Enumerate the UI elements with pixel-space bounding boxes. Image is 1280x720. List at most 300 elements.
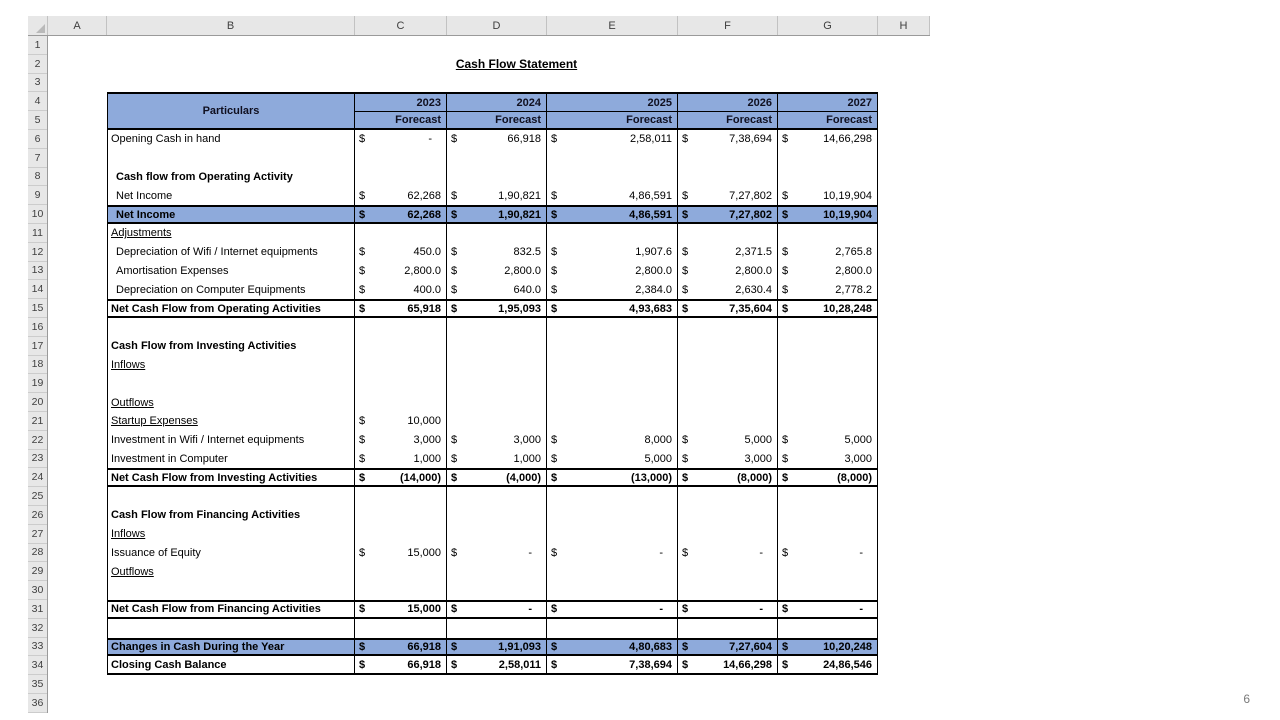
currency-symbol: $ (551, 452, 558, 465)
cell-B29[interactable] (108, 562, 355, 581)
row-header-20[interactable]: 20 (28, 393, 47, 412)
cell-G7[interactable] (778, 149, 878, 168)
col-header-F[interactable]: F (678, 16, 778, 35)
row-header-15[interactable]: 15 (28, 299, 47, 318)
cell-E22[interactable] (547, 431, 678, 450)
cell-B16[interactable] (108, 318, 355, 337)
forecast-header-2027[interactable]: Forecast (826, 113, 872, 126)
row-25 (107, 487, 878, 506)
cell-G12[interactable] (778, 243, 878, 262)
cell-G26[interactable] (778, 506, 878, 525)
cell-value: 2,800.0 (404, 264, 441, 277)
cell-D19[interactable] (447, 374, 547, 393)
currency-symbol: $ (359, 640, 366, 653)
cell-E19[interactable] (547, 374, 678, 393)
row-header-19[interactable]: 19 (28, 374, 47, 393)
particulars-header-cell[interactable] (108, 94, 355, 128)
cell-G32[interactable] (778, 619, 878, 638)
cell-G9[interactable] (778, 186, 878, 205)
cell-F27[interactable] (678, 525, 778, 544)
cell-C12[interactable] (355, 243, 447, 262)
cell-C16[interactable] (355, 318, 447, 337)
row-header-29[interactable]: 29 (28, 562, 47, 581)
cell-E18[interactable] (547, 356, 678, 375)
title-cell[interactable] (355, 55, 678, 74)
cell-F34[interactable] (678, 656, 778, 673)
cell-G15[interactable] (778, 301, 878, 316)
cell-value: 3,000 (744, 452, 772, 465)
row-header-18[interactable]: 18 (28, 356, 47, 375)
cell-F10[interactable] (678, 207, 778, 222)
cell-B21[interactable] (108, 412, 355, 431)
cell-F6[interactable] (678, 130, 778, 149)
cell-F21[interactable] (678, 412, 778, 431)
cell-D26[interactable] (447, 506, 547, 525)
cell-B10[interactable] (108, 207, 355, 222)
currency-symbol: $ (682, 640, 689, 653)
cell-F18[interactable] (678, 356, 778, 375)
cell-F25[interactable] (678, 487, 778, 506)
cell-G31[interactable] (778, 602, 878, 617)
cell-G27[interactable] (778, 525, 878, 544)
cell-D9[interactable] (447, 186, 547, 205)
cell-E28[interactable] (547, 544, 678, 563)
row-header-25[interactable]: 25 (28, 487, 47, 506)
cell-value: 8,000 (644, 434, 672, 447)
cell-C22[interactable] (355, 431, 447, 450)
col-header-B[interactable]: B (107, 16, 355, 35)
cell-C29[interactable] (355, 562, 447, 581)
cell-C8[interactable] (355, 168, 447, 187)
cell-B11[interactable] (108, 224, 355, 243)
cell-G30[interactable] (778, 581, 878, 600)
row-header-30[interactable]: 30 (28, 581, 47, 600)
cell-G20[interactable] (778, 393, 878, 412)
cell-D20[interactable] (447, 393, 547, 412)
col-header-E[interactable]: E (547, 16, 678, 35)
cell-C27[interactable] (355, 525, 447, 544)
cell-C30[interactable] (355, 581, 447, 600)
cell-G18[interactable] (778, 356, 878, 375)
label-text: Outflows (111, 565, 154, 578)
cell-B6[interactable] (108, 130, 355, 149)
cell-C19[interactable] (355, 374, 447, 393)
currency-symbol: $ (782, 452, 789, 465)
cell-B26[interactable] (108, 506, 355, 525)
currency-symbol: $ (782, 302, 789, 315)
cell-C20[interactable] (355, 393, 447, 412)
cell-C14[interactable] (355, 280, 447, 299)
cell-C28[interactable] (355, 544, 447, 563)
row-header-35[interactable]: 35 (28, 675, 47, 694)
row-22 (107, 431, 878, 450)
col-header-H[interactable]: H (878, 16, 930, 35)
cell-D34[interactable] (447, 656, 547, 673)
cell-E9[interactable] (547, 186, 678, 205)
row-header-12[interactable]: 12 (28, 243, 47, 262)
cell-B33[interactable] (108, 640, 355, 655)
cell-G8[interactable] (778, 168, 878, 187)
row-header-7[interactable]: 7 (28, 149, 47, 168)
currency-symbol: $ (551, 246, 558, 259)
cell-value: 7,27,802 (729, 208, 772, 221)
cell-B20[interactable] (108, 393, 355, 412)
row-header-10[interactable]: 10 (28, 205, 47, 224)
cell-E17[interactable] (547, 337, 678, 356)
cell-F14[interactable] (678, 280, 778, 299)
cell-F12[interactable] (678, 243, 778, 262)
cell-F16[interactable] (678, 318, 778, 337)
cell-F23[interactable] (678, 450, 778, 469)
cell-value: 3,000 (513, 434, 541, 447)
currency-symbol: $ (359, 658, 366, 671)
cell-B28[interactable] (108, 544, 355, 563)
cell-G17[interactable] (778, 337, 878, 356)
cell-D24[interactable] (447, 470, 547, 485)
cell-G19[interactable] (778, 374, 878, 393)
cell-B8[interactable] (108, 168, 355, 187)
cell-D25[interactable] (447, 487, 547, 506)
cell-F20[interactable] (678, 393, 778, 412)
cell-G33[interactable] (778, 640, 878, 655)
col-header-C[interactable]: C (355, 16, 447, 35)
row-14 (107, 280, 878, 299)
cell-C9[interactable] (355, 186, 447, 205)
cell-B19[interactable] (108, 374, 355, 393)
year-header-row (355, 94, 877, 111)
cell-B25[interactable] (108, 487, 355, 506)
cell-D10[interactable] (447, 207, 547, 222)
forecast-header-2026[interactable]: Forecast (678, 112, 778, 128)
row-header-23[interactable]: 23 (28, 450, 47, 469)
cell-F31[interactable] (678, 602, 778, 617)
select-all-icon (36, 24, 45, 33)
cell-F33[interactable] (678, 640, 778, 655)
cell-E21[interactable] (547, 412, 678, 431)
cell-E32[interactable] (547, 619, 678, 638)
cell-value: 1,91,093 (498, 640, 541, 653)
cell-value: 2,58,011 (498, 658, 541, 671)
cell-D18[interactable] (447, 356, 547, 375)
cell-C13[interactable] (355, 262, 447, 281)
cell-C11[interactable] (355, 224, 447, 243)
currency-symbol: $ (451, 658, 458, 671)
row-header-4[interactable]: 4 (28, 92, 47, 111)
row-header-27[interactable]: 27 (28, 525, 47, 544)
cell-D13[interactable] (447, 262, 547, 281)
cell-D21[interactable] (447, 412, 547, 431)
cell-value: 3,000 (413, 434, 441, 447)
cell-B17[interactable] (108, 337, 355, 356)
cell-G21[interactable] (778, 412, 878, 431)
cell-B22[interactable] (108, 431, 355, 450)
cell-B27[interactable] (108, 525, 355, 544)
currency-symbol: $ (359, 434, 366, 447)
cell-D30[interactable] (447, 581, 547, 600)
row-header-21[interactable]: 21 (28, 412, 47, 431)
cell-B9[interactable] (108, 186, 355, 205)
cell-D23[interactable] (447, 450, 547, 469)
label-text: Issuance of Equity (111, 546, 201, 559)
cell-F17[interactable] (678, 337, 778, 356)
currency-symbol: $ (359, 264, 366, 277)
col-header-G[interactable]: G (778, 16, 878, 35)
cell-C15[interactable] (355, 301, 447, 316)
cell-C34[interactable] (355, 656, 447, 673)
cell-C10[interactable] (355, 207, 447, 222)
row-7 (107, 149, 878, 168)
cell-B32[interactable] (108, 619, 355, 638)
row-header-13[interactable]: 13 (28, 262, 47, 281)
cell-F29[interactable] (678, 562, 778, 581)
cell-D29[interactable] (447, 562, 547, 581)
cell-D28[interactable] (447, 544, 547, 563)
row-header-24[interactable]: 24 (28, 468, 47, 487)
cell-E11[interactable] (547, 224, 678, 243)
currency-symbol: $ (359, 133, 366, 146)
row-header-16[interactable]: 16 (28, 318, 47, 337)
cell-F8[interactable] (678, 168, 778, 187)
year-header-2026[interactable]: 2026 (678, 94, 778, 110)
cell-E29[interactable] (547, 562, 678, 581)
currency-symbol: $ (682, 471, 689, 484)
cell-E23[interactable] (547, 450, 678, 469)
row-header-5[interactable]: 5 (28, 111, 47, 130)
cell-G10[interactable] (778, 207, 878, 222)
currency-symbol: $ (551, 434, 558, 447)
currency-symbol: $ (451, 471, 458, 484)
currency-symbol: $ (682, 546, 689, 559)
cell-G24[interactable] (778, 470, 878, 485)
currency-symbol: $ (451, 434, 458, 447)
cell-C21[interactable] (355, 412, 447, 431)
row-header-36[interactable]: 36 (28, 694, 47, 713)
cell-E13[interactable] (547, 262, 678, 281)
row-header-26[interactable]: 26 (28, 506, 47, 525)
cell-B31[interactable] (108, 602, 355, 617)
cell-G11[interactable] (778, 224, 878, 243)
row-header-9[interactable]: 9 (28, 186, 47, 205)
currency-symbol: $ (359, 283, 366, 296)
cell-D11[interactable] (447, 224, 547, 243)
cell-B14[interactable] (108, 280, 355, 299)
currency-symbol: $ (359, 452, 366, 465)
cell-D12[interactable] (447, 243, 547, 262)
cell-C25[interactable] (355, 487, 447, 506)
currency-symbol: $ (359, 208, 366, 221)
row-11 (107, 224, 878, 243)
currency-symbol: $ (551, 189, 558, 202)
row-header-33[interactable]: 33 (28, 638, 47, 657)
cell-D8[interactable] (447, 168, 547, 187)
cell-F24[interactable] (678, 470, 778, 485)
currency-symbol: $ (451, 640, 458, 653)
cell-B24[interactable] (108, 470, 355, 485)
cell-E8[interactable] (547, 168, 678, 187)
row-17 (107, 337, 878, 356)
cell-G23[interactable] (778, 450, 878, 469)
cell-E34[interactable] (547, 656, 678, 673)
cell-B15[interactable] (108, 301, 355, 316)
cell-E25[interactable] (547, 487, 678, 506)
cell-G28[interactable] (778, 544, 878, 563)
cell-C32[interactable] (355, 619, 447, 638)
forecast-header-2024[interactable]: Forecast (447, 112, 547, 128)
cell-B34[interactable] (108, 656, 355, 673)
label-text: Outflows (111, 396, 154, 409)
cell-C6[interactable] (355, 130, 447, 149)
cell-C23[interactable] (355, 450, 447, 469)
cell-value: 450.0 (413, 246, 441, 259)
year-header-2025[interactable]: 2025 (547, 94, 678, 110)
cell-F11[interactable] (678, 224, 778, 243)
cell-F15[interactable] (678, 301, 778, 316)
cell-G13[interactable] (778, 262, 878, 281)
row-header-28[interactable]: 28 (28, 544, 47, 563)
cell-value: 5,000 (644, 452, 672, 465)
cell-E24[interactable] (547, 470, 678, 485)
cell-B13[interactable] (108, 262, 355, 281)
cell-D17[interactable] (447, 337, 547, 356)
cell-B30[interactable] (108, 581, 355, 600)
row-header-32[interactable]: 32 (28, 619, 47, 638)
cell-E10[interactable] (547, 207, 678, 222)
currency-symbol: $ (682, 434, 689, 447)
cell-E12[interactable] (547, 243, 678, 262)
cell-D33[interactable] (447, 640, 547, 655)
cell-value: - (759, 546, 763, 559)
cell-G22[interactable] (778, 431, 878, 450)
cell-value: 5,000 (744, 434, 772, 447)
row-header-14[interactable]: 14 (28, 280, 47, 299)
cell-D22[interactable] (447, 431, 547, 450)
cell-B18[interactable] (108, 356, 355, 375)
cell-G6[interactable] (778, 130, 878, 149)
currency-symbol: $ (359, 603, 366, 616)
cell-B12[interactable] (108, 243, 355, 262)
col-header-A[interactable]: A (48, 16, 107, 35)
cell-D14[interactable] (447, 280, 547, 299)
forecast-header-2023[interactable]: Forecast (355, 112, 447, 128)
label-text: Net Income (116, 189, 173, 202)
cell-B7[interactable] (108, 149, 355, 168)
row-24 (107, 468, 878, 487)
year-header-2027[interactable]: 2027 (847, 96, 872, 109)
cell-E30[interactable] (547, 581, 678, 600)
cell-E6[interactable] (547, 130, 678, 149)
cell-D27[interactable] (447, 525, 547, 544)
cell-G29[interactable] (778, 562, 878, 581)
cell-C26[interactable] (355, 506, 447, 525)
cell-F19[interactable] (678, 374, 778, 393)
currency-symbol: $ (451, 133, 458, 146)
row-header-17[interactable]: 17 (28, 337, 47, 356)
cell-D16[interactable] (447, 318, 547, 337)
cell-value: 10,28,248 (823, 302, 872, 315)
cell-F26[interactable] (678, 506, 778, 525)
label-text: Inflows (111, 358, 146, 371)
cell-value: 2,58,011 (629, 133, 672, 146)
cell-D15[interactable] (447, 301, 547, 316)
row-header-8[interactable]: 8 (28, 168, 47, 187)
cell-E14[interactable] (547, 280, 678, 299)
cell-E33[interactable] (547, 640, 678, 655)
cell-D31[interactable] (447, 602, 547, 617)
cell-G34[interactable] (778, 656, 878, 673)
cell-E7[interactable] (547, 149, 678, 168)
currency-symbol: $ (782, 246, 789, 259)
cell-G14[interactable] (778, 280, 878, 299)
row-header-3[interactable]: 3 (28, 74, 47, 93)
cell-G16[interactable] (778, 318, 878, 337)
year-header-2024[interactable]: 2024 (447, 94, 547, 110)
currency-symbol: $ (782, 189, 789, 202)
label-text: Changes in Cash During the Year (111, 640, 285, 653)
row-header-2[interactable]: 2 (28, 55, 47, 74)
cell-value: 1,000 (513, 452, 541, 465)
cell-C24[interactable] (355, 470, 447, 485)
currency-symbol: $ (682, 133, 689, 146)
label-text: Amortisation Expenses (116, 264, 229, 277)
cell-value: 62,268 (407, 189, 441, 202)
cell-F22[interactable] (678, 431, 778, 450)
row-header-1[interactable]: 1 (28, 36, 47, 55)
cell-F32[interactable] (678, 619, 778, 638)
label-text: Startup Expenses (111, 415, 198, 428)
cell-value: 14,66,298 (723, 658, 772, 671)
cell-F30[interactable] (678, 581, 778, 600)
cell-F9[interactable] (678, 186, 778, 205)
cell-value: 1,90,821 (498, 189, 541, 202)
cell-E26[interactable] (547, 506, 678, 525)
cell-C33[interactable] (355, 640, 447, 655)
cell-C18[interactable] (355, 356, 447, 375)
cell-B23[interactable] (108, 450, 355, 469)
cell-G25[interactable] (778, 487, 878, 506)
cell-F13[interactable] (678, 262, 778, 281)
cell-E16[interactable] (547, 318, 678, 337)
cell-C17[interactable] (355, 337, 447, 356)
col-header-D[interactable]: D (447, 16, 547, 35)
cell-E20[interactable] (547, 393, 678, 412)
cell-D7[interactable] (447, 149, 547, 168)
cell-D6[interactable] (447, 130, 547, 149)
cell-value: 1,907.6 (635, 246, 672, 259)
currency-symbol: $ (451, 283, 458, 296)
cell-C31[interactable] (355, 602, 447, 617)
cell-F7[interactable] (678, 149, 778, 168)
row-header-11[interactable]: 11 (28, 224, 47, 243)
cell-E31[interactable] (547, 602, 678, 617)
forecast-header-2025[interactable]: Forecast (547, 112, 678, 128)
row-header-34[interactable]: 34 (28, 656, 47, 675)
year-header-2023[interactable]: 2023 (355, 94, 447, 110)
currency-symbol: $ (782, 658, 789, 671)
select-all-button[interactable] (28, 16, 48, 35)
row-header-6[interactable]: 6 (28, 130, 47, 149)
cell-E27[interactable] (547, 525, 678, 544)
label-text: Cash Flow from Financing Activities (111, 509, 301, 522)
cell-E15[interactable] (547, 301, 678, 316)
label-text: Opening Cash in hand (111, 133, 221, 146)
cell-F28[interactable] (678, 544, 778, 563)
row-header-31[interactable]: 31 (28, 600, 47, 619)
cell-C7[interactable] (355, 149, 447, 168)
row-16 (107, 318, 878, 337)
cell-D32[interactable] (447, 619, 547, 638)
row-13 (107, 262, 878, 281)
row-header-22[interactable]: 22 (28, 431, 47, 450)
